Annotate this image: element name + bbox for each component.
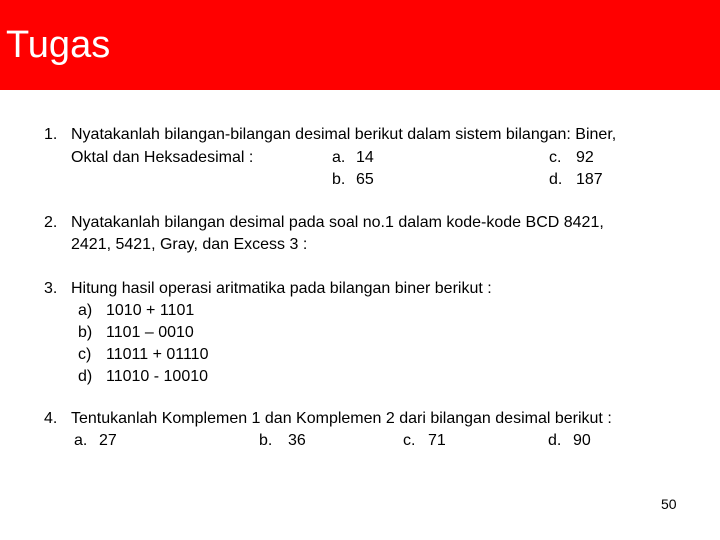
q4-option-b-label: b.	[259, 432, 273, 449]
q3-item-c-value: 11011 + 01110	[106, 346, 209, 363]
q1-option-d-label: d.	[549, 171, 563, 188]
q3-item-c-label: c)	[78, 346, 92, 363]
q1-text-line2: Oktal dan Heksadesimal :	[71, 149, 254, 166]
q1-option-c-value: 92	[576, 149, 594, 166]
q4-option-d-label: d.	[548, 432, 562, 449]
q4-option-a-value: 27	[99, 432, 117, 449]
q4-text-line1: Tentukanlah Komplemen 1 dan Komplemen 2 dari bilangan desimal berikut :	[71, 410, 612, 427]
q2-text-line1: Nyatakanlah bilangan desimal pada soal no.1 dalam kode-kode BCD 8421,	[71, 214, 604, 231]
q4-option-c-value: 71	[428, 432, 446, 449]
q1-option-b-value: 65	[356, 171, 374, 188]
q3-item-b-label: b)	[78, 324, 93, 341]
q2-number: 2.	[44, 214, 58, 231]
page-number: 50	[661, 496, 677, 512]
q4-option-b-value: 36	[288, 432, 306, 449]
q3-item-d-value: 11010 - 10010	[106, 368, 209, 385]
q4-option-d-value: 90	[573, 432, 591, 449]
q4-option-c-label: c.	[403, 432, 416, 449]
q1-option-d-value: 187	[576, 171, 603, 188]
q1-option-c-label: c.	[549, 149, 562, 166]
q3-item-b-value: 1101 – 0010	[106, 324, 194, 341]
q1-number: 1.	[44, 126, 58, 143]
q2-text-line2: 2421, 5421, Gray, dan Excess 3 :	[71, 236, 308, 253]
q1-option-b-label: b.	[332, 171, 346, 188]
q3-item-d-label: d)	[78, 368, 93, 385]
q1-text-line1: Nyatakanlah bilangan-bilangan desimal berikut dalam sistem bilangan: Biner,	[71, 126, 617, 143]
q4-option-a-label: a.	[74, 432, 88, 449]
q1-option-a-value: 14	[356, 149, 374, 166]
q3-item-a-value: 1010 + 1101	[106, 302, 195, 319]
q3-number: 3.	[44, 280, 58, 297]
q3-text-line1: Hitung hasil operasi aritmatika pada bilangan biner berikut :	[71, 280, 492, 297]
q4-number: 4.	[44, 410, 58, 427]
slide-title: Tugas	[6, 24, 111, 66]
q3-item-a-label: a)	[78, 302, 93, 319]
q1-option-a-label: a.	[332, 149, 346, 166]
